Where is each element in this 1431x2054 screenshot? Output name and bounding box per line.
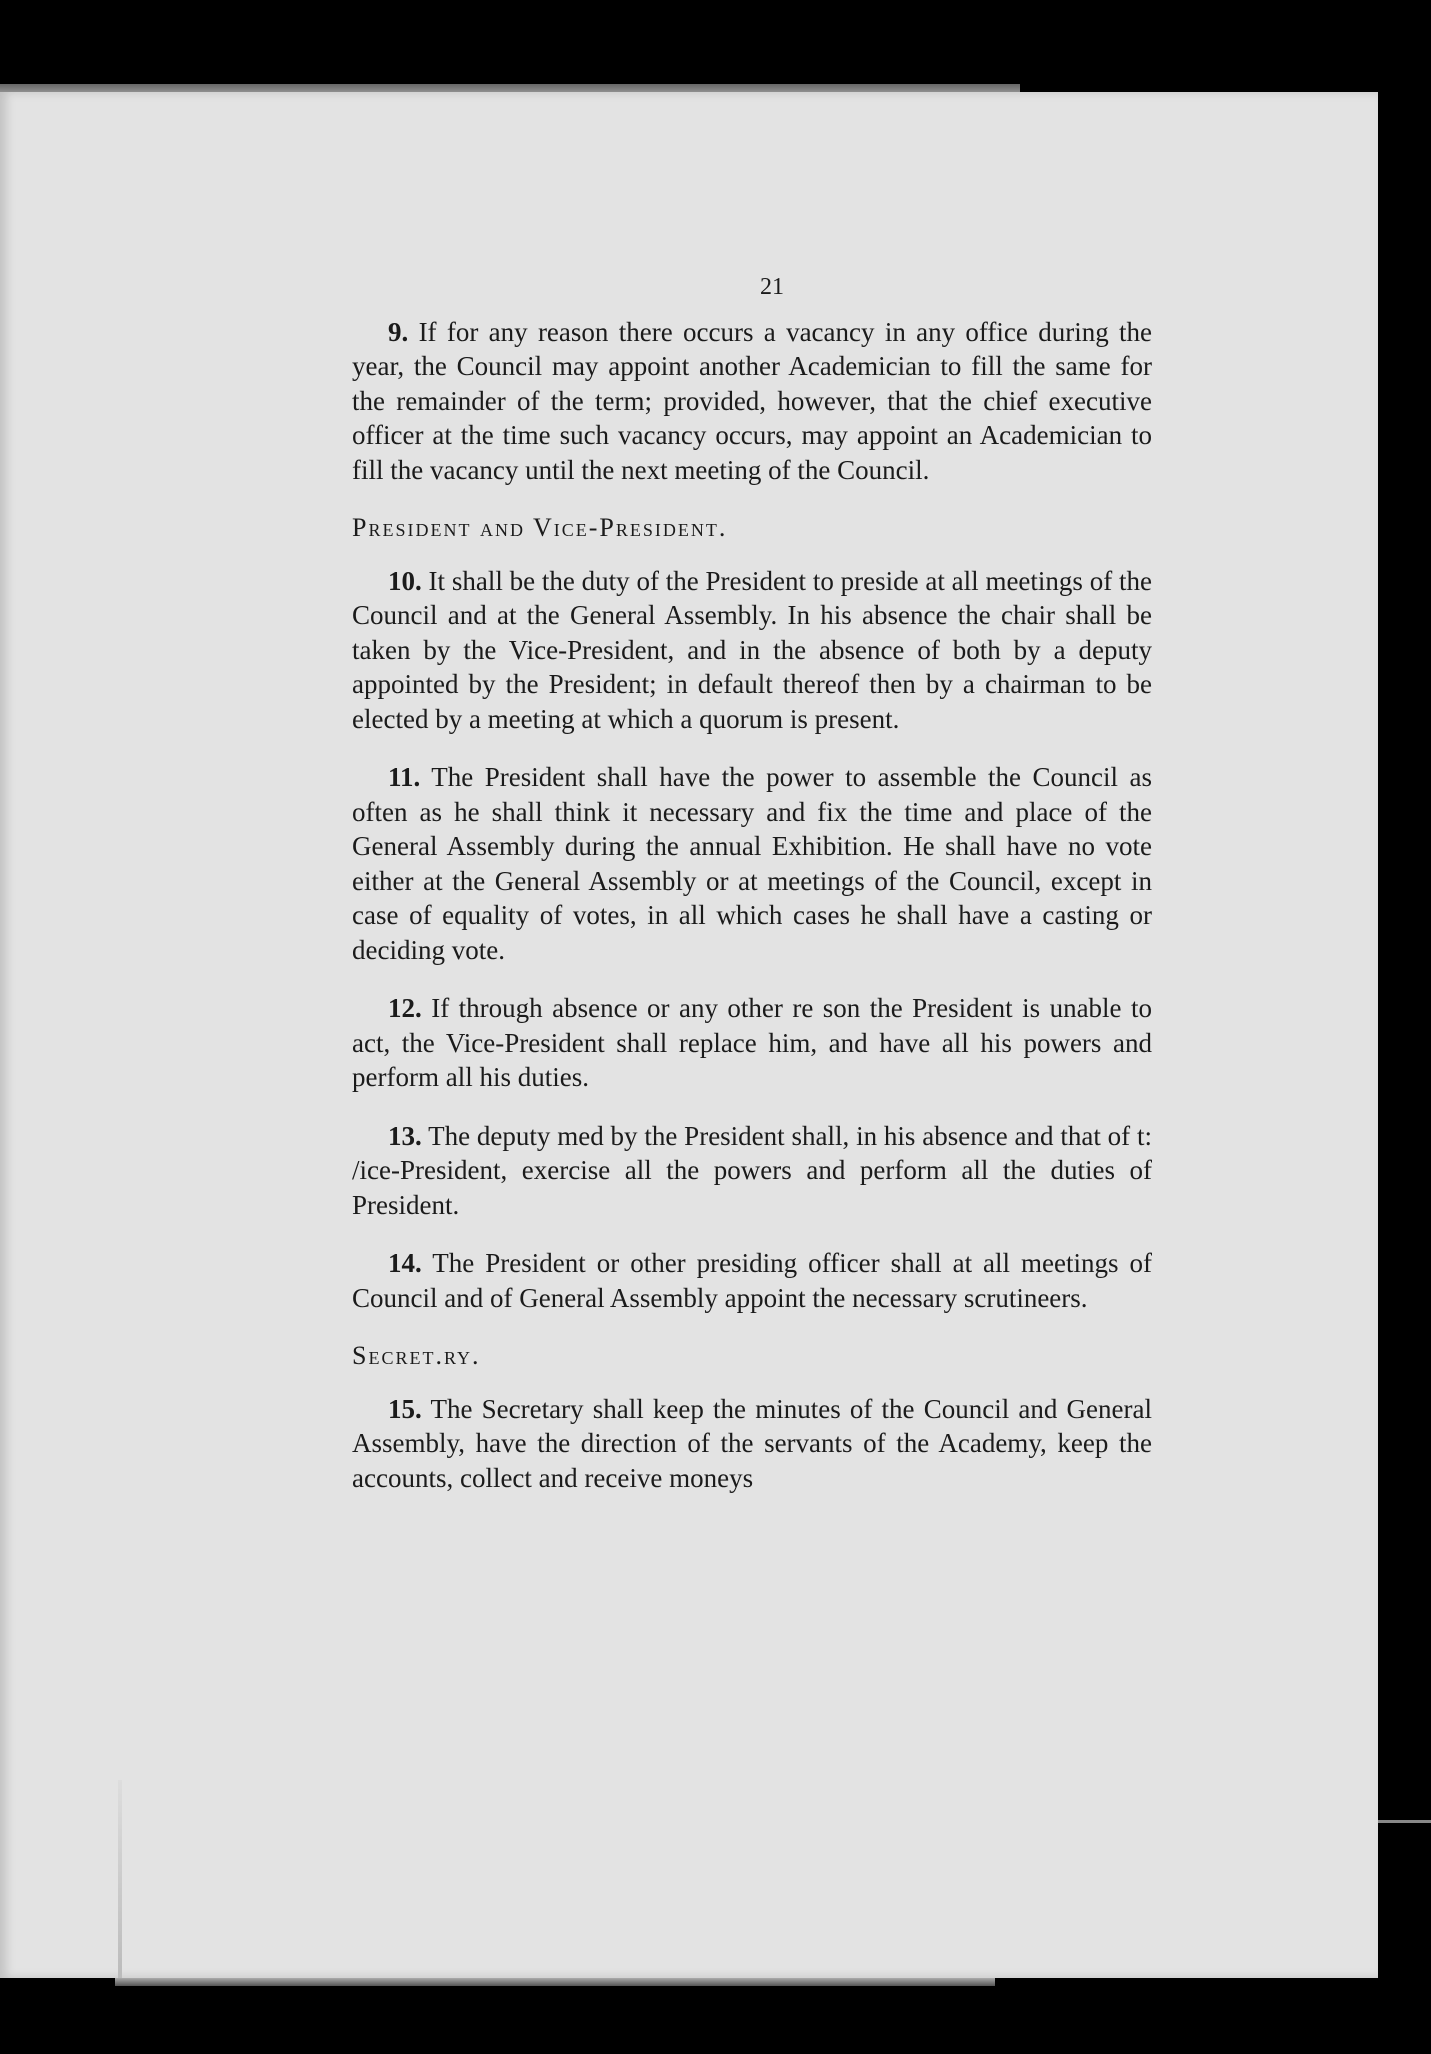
paragraph-number: 15.	[388, 1393, 422, 1424]
paragraph-text: The President or other presiding officer shall at all meetings of Council and of General Assembly appoint the necessary scrutineers.	[352, 1248, 1153, 1313]
binding-spine	[118, 1780, 122, 1980]
paragraph-number: 13.	[388, 1120, 422, 1151]
paragraph-number: 14.	[388, 1248, 422, 1278]
paragraph-12	[352, 991, 1152, 1095]
paragraph-9	[352, 315, 1152, 488]
heading-secretary: Secret.ry.	[352, 1341, 481, 1370]
paragraph-text: It shall be the duty of the President to preside at all meetings of the Council and at the General Assembly. In his absence the chair shall be taken by the Vice-President, and in the absence of both by a deputy appointed by the President; in default thereof then by a chairman to be elected by a meeting at which a quorum is present.	[352, 565, 1152, 734]
paragraph-number: 11.	[388, 762, 421, 792]
paragraph-13	[352, 1119, 1152, 1223]
paragraph-text: If for any reason there occurs a vacancy in any office during the year, the Council may appoint another Academician to fill the same for the remainder of the term; provided, however, that the chief executive officer at the time such vacancy occurs, may appoint an Academician to fill the vacancy until the next meeting of the Council.	[352, 316, 1152, 485]
paragraph-text: The deputy med by the President shall, in his absence and that of t: /ice-President, exercise all the powers and perform all the duties of President.	[352, 1120, 1152, 1220]
heading-president-vice-president: President and Vice-President.	[352, 513, 728, 542]
paragraph-text: If through absence or any other re son the President is unable to act, the Vice-President shall replace him, and have all his powers and perform all his duties.	[352, 993, 1153, 1092]
paragraph-11	[352, 760, 1152, 967]
paragraph-number: 10.	[388, 565, 422, 596]
paragraph-text: The Secretary shall keep the minutes of the Council and General Assembly, have the direction of the servants of the Academy, keep the accounts, collect and receive moneys	[352, 1393, 1152, 1493]
scan-edge-mark	[1378, 1820, 1431, 1823]
page-content	[352, 270, 1152, 1519]
paragraph-15	[352, 1392, 1152, 1496]
page-number: 21	[760, 274, 784, 300]
paragraph-text: The President shall have the power to assemble the Council as often as he shall think it necessary and fix the time and place of the General Assembly during the annual Exhibition. He shall have no vote either at the General Assembly or at meetings of the Council, except in case of equality of votes, in all which cases he shall have a casting or deciding vote.	[352, 762, 1153, 965]
paragraph-10	[352, 564, 1152, 737]
page-bottom-edge	[115, 1978, 995, 1986]
paragraph-number: 9.	[388, 316, 409, 347]
paragraph-14	[352, 1246, 1152, 1315]
paragraph-number: 12.	[388, 993, 422, 1023]
